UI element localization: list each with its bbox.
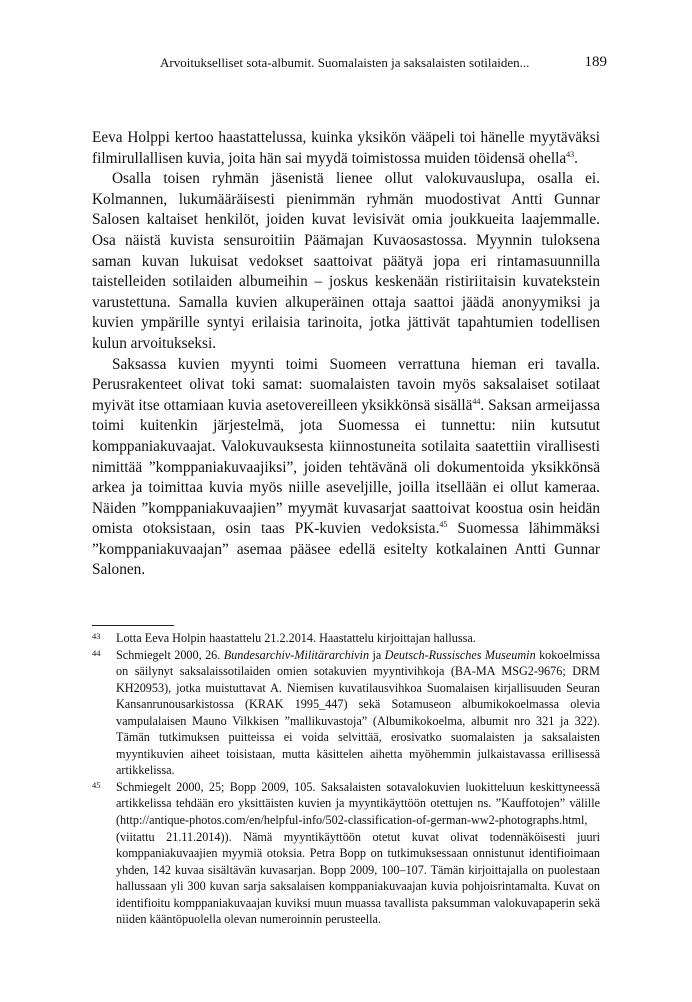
paragraph-3-text-b: . Saksan armeijassa toimi kuitenkin järjestelmä, jota Suomessa ei tunnettu: niin kutsutut komppaniakuvaajat. Valokuvauksesta kiinnostuneita sotilaita saatettiin virallisesti nimittää ”komppaniakuvaajiksi”, joiden tehtävänä oli dokumentoida yksikkönsä arkea ja toimittaa kuvia myös niille aseveljille, joilla itsellään ei ollut kameraa. Näiden ”komppaniakuvaajien” myymät kuvasarjat saattoivat koostua osin heidän omista otoksistaan, osin taas PK-kuvien vedoksista. <box>92 396 600 538</box>
paragraph-2: Osalla toisen ryhmän jäsenistä lienee ollut valokuvauslupa, osalla ei. Kolmannen, lukumääräisesti pienimmän ryhmän muodostivat Antti Gunnar Salosen kaltaiset henkilöt, joiden kuvat levisivät omia joukkueita laajemmalle. Osa näistä kuvista sensuroitiin Päämajan Kuvaosastossa. Myynnin tuloksena saman kuvan lukuisat vedokset saattoivat päätyä jopa eri rintamasuunnilla taistelleiden sotilaiden albumeihin – joskus keskenään ristiriitaisin kuvatekstein varustettuna. Samalla kuvien alkuperäinen ottaja saattoi jäädä anonyymiksi ja kuvien ympärille syntyi erilaisia tarinoita, jotka jättivät tapahtumien todellisen kulun arvoitukseksi. <box>92 170 600 352</box>
footnote-text: Schmiegelt 2000, 25; Bopp 2009, 105. Saksalaisten sotavalokuvien luokitteluun keskittyneessä artikkelissa tehdään ero yksittäisten kuvien ja myyntikäyttöön otettujen ns. ”Kauffotojen” välille (http://antique-photos.com/en/helpful-info/502-classification-of-german-ww2-photographs.html, (viitattu 21.11.2014)). Nämä myyntikäyttöön otetut kuvat olivat todennäköisesti juuri komppaniakuvaajien myymiä otoksia. Petra Bopp on tutkimuksessaan onnistunut identifioimaan yhden, 142 kuvaa sisältävän kuvasarjan. Bopp 2009, 100–107. Tämän kirjoittajalla on puolestaan hallussaan yli 300 kuvan sarja saksalaisen komppaniakuvaajan kuvia pohjoisrintamalta. Kuvat on identifioitu komppaniakuvaajan kuviksi muun muassa tavallista paksumman valokuvapaperin sekä niiden kääntöpuolella olevan numeroinnin perusteella. <box>116 779 600 927</box>
footnotes <box>92 630 600 928</box>
museum-name-italic: Deutsch-Russisches Museumin <box>384 647 536 662</box>
main-text <box>92 128 600 581</box>
footnote-text-part: Schmiegelt 2000, 26. <box>116 647 224 662</box>
paragraph-3 <box>92 355 600 582</box>
footnote-ref-43: 43 <box>566 149 575 159</box>
footnote-ref-45: 45 <box>439 520 448 530</box>
paragraph-1-text: Eeva Holppi kertoo haastattelussa, kuinka yksikön vääpeli toi hänelle myytäväksi filmirullallisen kuvia, joita hän sai myydä toimistossa muiden töidensä ohella <box>92 129 600 167</box>
footnote-ref-44: 44 <box>472 396 481 406</box>
page-number: 189 <box>584 54 607 70</box>
paragraph-3-text-a: Saksassa kuvien myynti toimi Suomeen verrattuna hieman eri tavalla. Perusrakenteet olivat toki samat: suomalaisten tavoin myös saksalaiset sotilaat myivät itse ottamiaan kuvia asetovereilleen yksikkönsä sisällä <box>92 355 600 414</box>
paragraph-1 <box>92 128 600 169</box>
paragraph-1-tail: . <box>574 149 578 167</box>
footnote-number: 43 <box>92 631 101 641</box>
paragraph-3-text-c: Suomessa lähimmäksi ”komppaniakuvaajan” asemaa pääsee edellä esitelty kotkalainen Antti Gunnar Salonen. <box>92 520 600 579</box>
footnote-number: 44 <box>92 647 101 658</box>
running-title: Arvoitukselliset sota-albumit. Suomalaisten ja saksalaisten sotilaiden... <box>160 55 530 70</box>
footnote-text: Lotta Eeva Holpin haastattelu 21.2.2014. Haastattelu kirjoittajan hallussa. <box>116 631 476 645</box>
footnote-text <box>116 647 600 779</box>
footnote-44 <box>92 647 600 779</box>
footnote-text-part: kokoelmissa on säilynyt saksalaissotilaiden omien sotakuvien myyntivihkoja (BA-MA MSG2-9676; DRM KH20953), jotka muistuttavat A. Niemisen kuvatilausvihkoa Suomalaisen kirjallisuuden Seuran Kansanrunousarkistossa (KRAK 1995_447) sekä Sotamuseon albumikokoelmassa olevia vampulalaisen Mauno Vilkkisen ”mallikuvastoja” (Albumikokoelma, albumit nro 321 ja 322). Tämän tutkimuksen puitteissa ei voida selvittää, erosivatko suomalaisten ja saksalaisten myyntikuvien aiheet toisistaan, mutta käsittelen aihetta myöhemmin julkaistavassa erillisessä artikkelissa. <box>116 647 601 778</box>
footnote-43 <box>92 630 600 647</box>
archive-name-italic: Bundesarchiv-Militärarchivin <box>223 647 370 662</box>
footnote-separator <box>92 625 174 626</box>
footnote-45 <box>92 779 600 928</box>
footnote-number: 45 <box>92 779 101 790</box>
footnote-text-part: ja <box>369 647 385 662</box>
